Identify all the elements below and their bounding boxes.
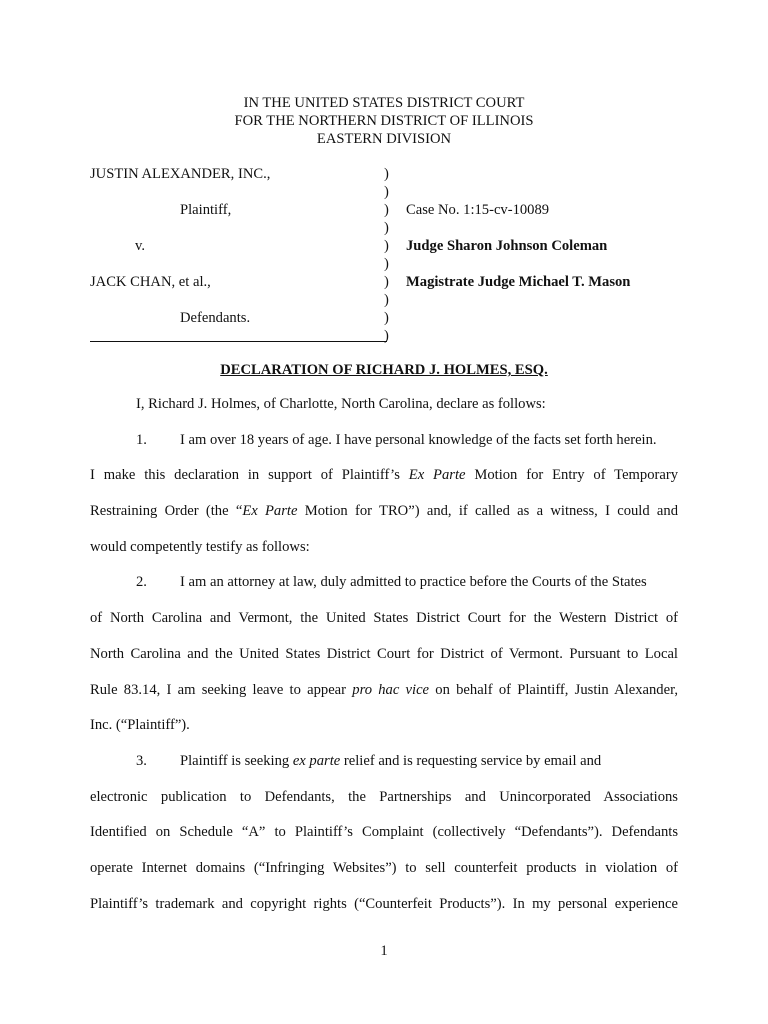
paren: ) — [384, 274, 389, 290]
caption-parens — [384, 165, 389, 345]
paragraph-2-line-4: Rule 83.14, I am seeking leave to appear pro hac vice on behalf of Plaintiff, Justin Alexander, — [90, 681, 679, 698]
paragraph-1-line-1: 1. I am over 18 years of age. I have personal knowledge of the facts set forth herein. — [136, 431, 657, 448]
paren: ) — [384, 166, 389, 182]
judge-name: Judge Sharon Johnson Coleman — [406, 238, 608, 254]
paragraph-3-line-1: 3. Plaintiff is seeking ex parte relief and is requesting service by email and — [136, 752, 602, 769]
paragraph-1-line-4: would competently testify as follows: — [90, 538, 310, 555]
declaration-title: DECLARATION OF RICHARD J. HOLMES, ESQ. — [220, 362, 548, 378]
paragraph-3-line-2: electronic publication to Defendants, the Partnerships and Unincorporated Associations — [90, 788, 678, 805]
paren: ) — [384, 184, 389, 200]
paren: ) — [384, 328, 389, 344]
case-number: Case No. 1:15-cv-10089 — [406, 202, 550, 218]
paragraph-number: 2. — [136, 574, 147, 591]
plaintiff-role: Plaintiff, — [180, 202, 232, 218]
paragraph-2-line-5: Inc. (“Plaintiff”). — [90, 717, 190, 734]
paragraph-1-line-2: I make this declaration in support of Plaintiff’s Ex Parte Motion for Entry of Temporary — [90, 467, 678, 484]
paren: ) — [384, 238, 389, 254]
court-line-1: IN THE UNITED STATES DISTRICT COURT — [243, 95, 525, 111]
paragraph-1-line-3: Restraining Order (the “Ex Parte Motion for TRO”) and, if called as a witness, I could and — [90, 503, 678, 520]
magistrate-judge-name: Magistrate Judge Michael T. Mason — [406, 274, 631, 290]
paragraph-2-line-2: of North Carolina and Vermont, the United States District Court for the Western District of — [90, 610, 678, 627]
paren: ) — [384, 256, 389, 272]
paragraph-number: 1. — [136, 431, 147, 448]
declaration-body — [90, 395, 678, 930]
paren: ) — [384, 310, 389, 326]
paren: ) — [384, 202, 389, 218]
versus: v. — [135, 238, 145, 254]
paren: ) — [384, 292, 389, 308]
court-heading — [0, 94, 768, 148]
paragraph-3-line-3: Identified on Schedule “A” to Plaintiff’s Complaint (collectively “Defendants”). Defendants — [90, 824, 678, 841]
paragraph-3-line-5: Plaintiff’s trademark and copyright rights (“Counterfeit Products”). In my personal experience — [90, 895, 678, 912]
paragraph-3-line-4: operate Internet domains (“Infringing Websites”) to sell counterfeit products in violation of — [90, 859, 678, 876]
defendant-name: JACK CHAN, et al., — [90, 274, 211, 290]
case-caption — [90, 165, 690, 350]
court-line-2: FOR THE NORTHERN DISTRICT OF ILLINOIS — [234, 113, 534, 129]
intro-line: I, Richard J. Holmes, of Charlotte, North Carolina, declare as follows: — [136, 396, 546, 412]
page-number: 1 — [380, 943, 388, 959]
paragraph-2-line-3: North Carolina and the United States District Court for District of Vermont. Pursuant to Local — [90, 645, 678, 662]
caption-rule — [90, 341, 387, 342]
paragraph-2-line-1: 2. I am an attorney at law, duly admitted to practice before the Courts of the States — [136, 574, 647, 591]
court-line-3: EASTERN DIVISION — [316, 131, 452, 147]
plaintiff-name: JUSTIN ALEXANDER, INC., — [90, 166, 271, 182]
defendant-role: Defendants. — [180, 310, 251, 326]
paren: ) — [384, 220, 389, 236]
paragraph-number: 3. — [136, 752, 147, 769]
